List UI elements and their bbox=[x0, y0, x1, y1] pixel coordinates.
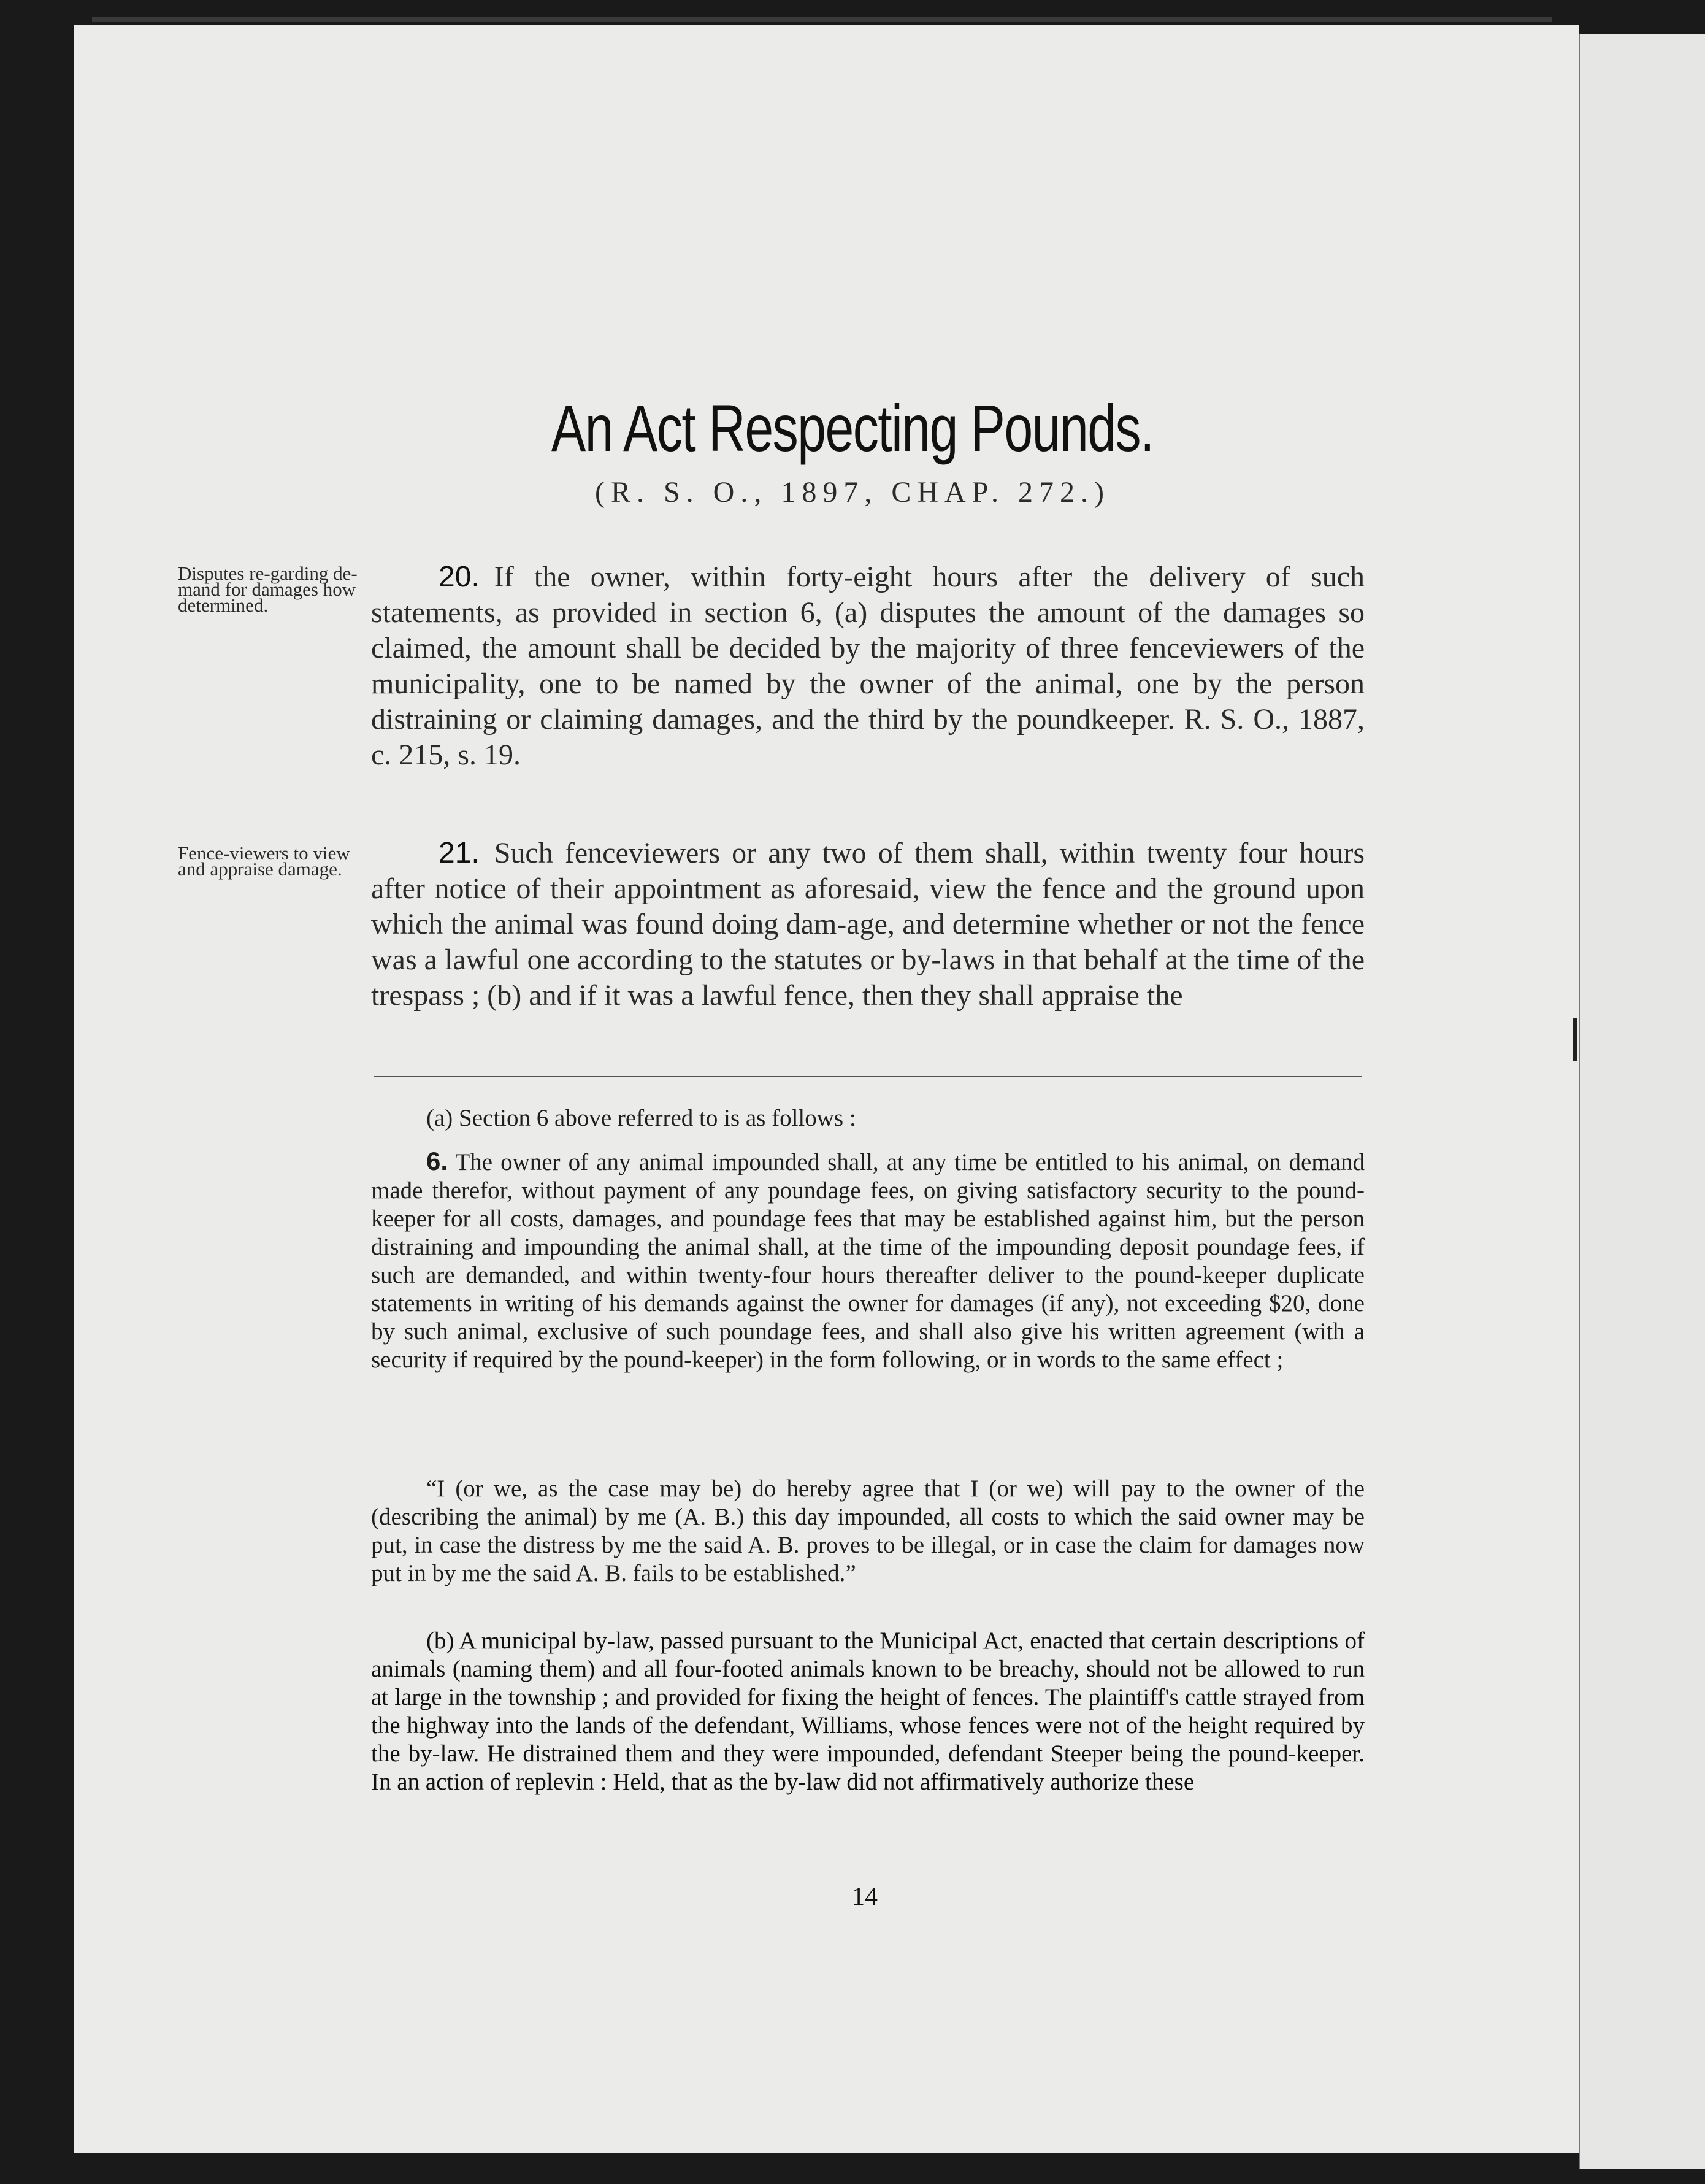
footnote-agreement-quote: “I (or we, as the case may be) do hereby agree that I (or we) will pay to the owner of the (describing the animal) by me (A. B.) this day impounded, all costs to which the said owner may be put, in case the distress by me the said A. B. proves to be illegal, or in case the claim for damages now put in by me the said A. B. fails to be established.” bbox=[371, 1475, 1365, 1586]
margin-note-fence-viewers: Fence-viewers to view and appraise damage. bbox=[178, 842, 350, 880]
adjacent-page-edge bbox=[1579, 34, 1705, 2169]
statute-citation: (R. S. O., 1897, CHAP. 272.) bbox=[594, 476, 1111, 509]
section-text: Such fenceviewers or any two of them shall, within twenty four hours after notice of their appointment as aforesaid, view the fence and the ground upon which the animal was found doing dam-age, and determine whether or not the fence was a lawful one according to the statutes or by-laws in that behalf at the time of the trespass ; (b) and if it was a lawful fence, then they shall appraise the bbox=[371, 837, 1365, 1012]
section-number: 20. bbox=[439, 561, 480, 593]
footnote-a-intro: (a) Section 6 above referred to is as follows : bbox=[426, 1105, 856, 1131]
section-20 bbox=[371, 559, 1365, 773]
footnote-divider bbox=[374, 1076, 1362, 1077]
page-number: 14 bbox=[852, 1883, 878, 1911]
page-mark bbox=[1573, 1018, 1577, 1061]
footnote-text: The owner of any animal impounded shall, at any time be entitled to his animal, on demand made therefor, without payment of any poundage fees, on giving satisfactory security to the pound-keeper for all costs, damages, and poundage fees that may be established against him, but the person distraining and impounding the animal shall, at the time of the impounding deposit poundage fees, if such are demanded, and within twenty-four hours thereafter deliver to the pound-keeper duplicate statements in writing of his demands against the owner for damages (if any), not exceeding $20, done by such animal, exclusive of such poundage fees, and shall also give his written agreement (with a security if required by the pound-keeper) in the form following, or in words to the same effect ; bbox=[371, 1149, 1365, 1373]
footnote-section-6 bbox=[371, 1147, 1365, 1374]
top-border bbox=[92, 17, 1552, 22]
footnote-b: (b) A municipal by-law, passed pursuant to the Municipal Act, enacted that certain descriptions of animals (naming them) and all four-footed animals known to be breachy, should not be allowed to run at large in the township ; and provided for fixing the height of fences. The plaintiff's cattle strayed from the highway into the lands of the defendant, Williams, whose fences were not of the height required by the by-law. He distrained them and they were impounded, defendant Steeper being the pound-keeper. In an action of replevin : Held, that as the by-law did not affirmatively authorize these bbox=[371, 1628, 1365, 1795]
page-title: An Act Respecting Pounds. bbox=[551, 391, 1154, 465]
section-text: If the owner, within forty-eight hours after the delivery of such statements, as provided in section 6, (a) disputes the amount of the damages so claimed, the amount shall be decided by the majority of three fenceviewers of the municipality, one to be named by the owner of the animal, one by the person distraining or claiming damages, and the third by the poundkeeper. R. S. O., 1887, c. 215, s. 19. bbox=[371, 561, 1365, 771]
margin-note-disputes: Disputes re-garding de-mand for damages how determined. bbox=[178, 563, 358, 616]
section-number: 6. bbox=[426, 1147, 448, 1175]
section-21 bbox=[371, 836, 1365, 1013]
page bbox=[74, 25, 1579, 2153]
section-number: 21. bbox=[439, 837, 480, 869]
